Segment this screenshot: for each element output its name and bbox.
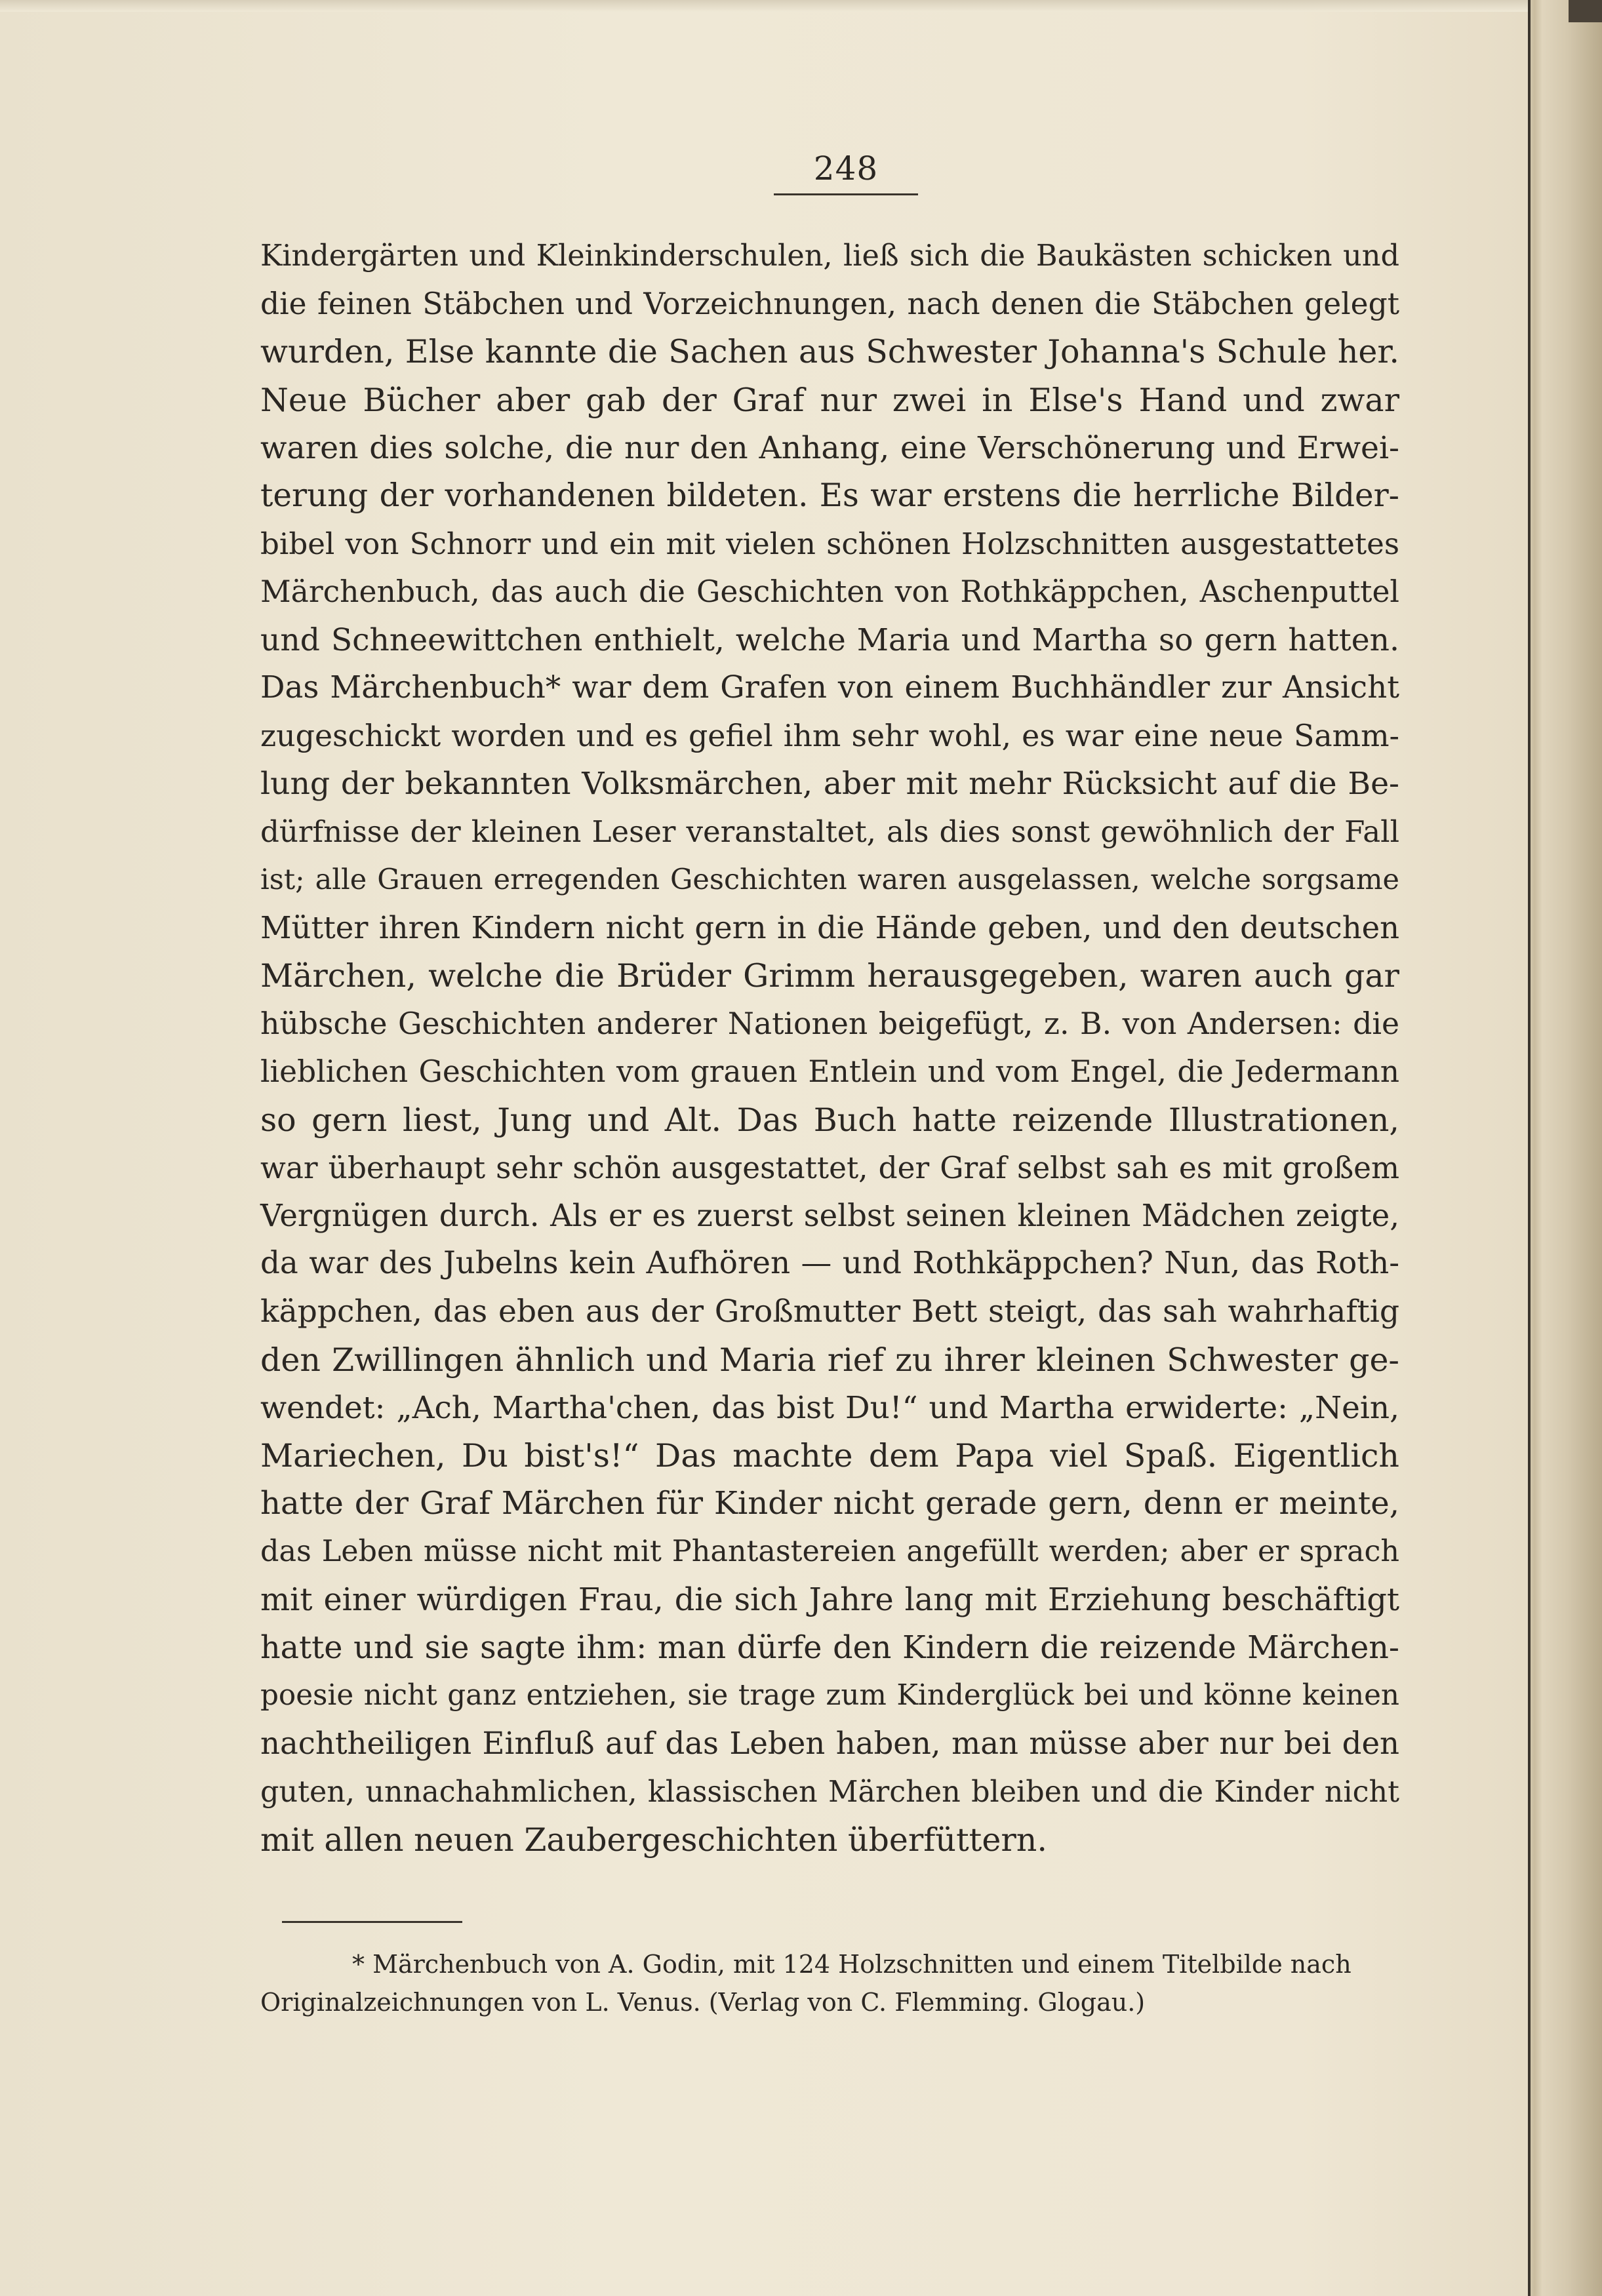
text-line: das Leben müsse nicht mit Phantastereien angefüllt werden; aber er sprach xyxy=(260,1535,1399,1569)
text-line: Das Märchenbuch* war dem Grafen von einem Buchhändler zur Ansicht xyxy=(260,669,1399,705)
text-line: so gern liest, Jung und Alt. Das Buch hatte reizende Illustrationen, xyxy=(260,1101,1399,1139)
page-top-edge xyxy=(0,0,1528,12)
text-line: waren dies solche, die nur den Anhang, eine Verschönerung und Erwei- xyxy=(260,429,1399,466)
text-line: Kindergärten und Kleinkinderschulen, ließ sich die Baukästen schicken und xyxy=(260,239,1399,273)
book-spine xyxy=(1528,0,1602,2296)
footnote-line: Originalzeichnungen von L. Venus. (Verlag von C. Flemming. Glogau.) xyxy=(260,1988,1146,2017)
text-line: bibel von Schnorr und ein mit vielen schönen Holzschnitten ausgestattetes xyxy=(260,526,1399,562)
spine-shadow xyxy=(1569,0,1602,22)
text-line: Märchenbuch, das auch die Geschichten von Rothkäppchen, Aschenputtel xyxy=(260,574,1399,610)
text-line: da war des Jubelns kein Aufhören — und Rothkäppchen? Nun, das Roth- xyxy=(260,1246,1399,1282)
page-number: 248 xyxy=(813,149,879,188)
text-line: poesie nicht ganz entziehen, sie trage zum Kinderglück bei und könne keinen xyxy=(260,1679,1399,1712)
text-line: mit einer würdigen Frau, die sich Jahre lang mit Erziehung beschäftigt xyxy=(260,1581,1399,1618)
text-line: käppchen, das eben aus der Großmutter Bett steigt, das sah wahrhaftig xyxy=(260,1294,1399,1330)
page-number-rule xyxy=(774,193,918,195)
footnote xyxy=(260,1945,1401,2021)
text-line: und Schneewittchen enthielt, welche Maria und Martha so gern hatten. xyxy=(260,622,1399,658)
text-line: Märchen, welche die Brüder Grimm herausgegeben, waren auch gar xyxy=(260,957,1399,995)
text-line: wurden, Else kannte die Sachen aus Schwester Johanna's Schule her. xyxy=(260,333,1399,371)
text-line: lieblichen Geschichten vom grauen Entlein und vom Engel, die Jedermann xyxy=(260,1054,1399,1090)
page-edge-line xyxy=(1528,0,1531,2296)
text-line: dürfnisse der kleinen Leser veranstaltet, als dies sonst gewöhnlich der Fall xyxy=(260,814,1399,850)
text-line: hatte und sie sagte ihm: man dürfe den Kindern die reizende Märchen- xyxy=(260,1629,1399,1666)
text-line: Mütter ihren Kindern nicht gern in die Hände geben, und den deutschen xyxy=(260,909,1399,945)
text-line: war überhaupt sehr schön ausgestattet, der Graf selbst sah es mit großem xyxy=(260,1150,1399,1185)
footnote-line: * Märchenbuch von A. Godin, mit 124 Holzschnitten und einem Titelbilde nach xyxy=(352,1950,1352,1979)
text-line: ist; alle Grauen erregenden Geschichten waren ausgelassen, welche sorgsame xyxy=(260,863,1399,896)
text-line: Neue Bücher aber gab der Graf nur zwei in Else's Hand und zwar xyxy=(260,381,1399,419)
text-line: guten, unnachahmlichen, klassischen Märchen bleiben und die Kinder nicht xyxy=(260,1775,1399,1809)
text-line: die feinen Stäbchen und Vorzeichnungen, nach denen die Stäbchen gelegt xyxy=(260,287,1399,322)
text-line: mit allen neuen Zaubergeschichten überfüttern. xyxy=(260,1821,1047,1859)
body-text xyxy=(260,232,1399,1864)
text-line: den Zwillingen ähnlich und Maria rief zu ihrer kleinen Schwester ge- xyxy=(260,1341,1399,1379)
text-line: zugeschickt worden und es gefiel ihm sehr wohl, es war eine neue Samm- xyxy=(260,718,1399,754)
text-line: nachtheiligen Einfluß auf das Leben haben, man müsse aber nur bei den xyxy=(260,1726,1399,1762)
text-line: Vergnügen durch. Als er es zuerst selbst seinen kleinen Mädchen zeigte, xyxy=(260,1198,1399,1234)
text-line: lung der bekannten Volksmärchen, aber mit mehr Rücksicht auf die Be- xyxy=(260,766,1399,802)
text-line: wendet: „Ach, Martha'chen, das bist Du!“ und Martha erwiderte: „Nein, xyxy=(260,1389,1399,1426)
text-line: hatte der Graf Märchen für Kinder nicht gerade gern, denn er meinte, xyxy=(260,1485,1399,1522)
footnote-rule xyxy=(282,1921,462,1923)
text-line: hübsche Geschichten anderer Nationen beigefügt, z. B. von Andersen: die xyxy=(260,1006,1399,1042)
text-line: Mariechen, Du bist's!“ Das machte dem Papa viel Spaß. Eigentlich xyxy=(260,1437,1399,1475)
text-line: terung der vorhandenen bildeten. Es war erstens die herrliche Bilder- xyxy=(260,477,1399,515)
